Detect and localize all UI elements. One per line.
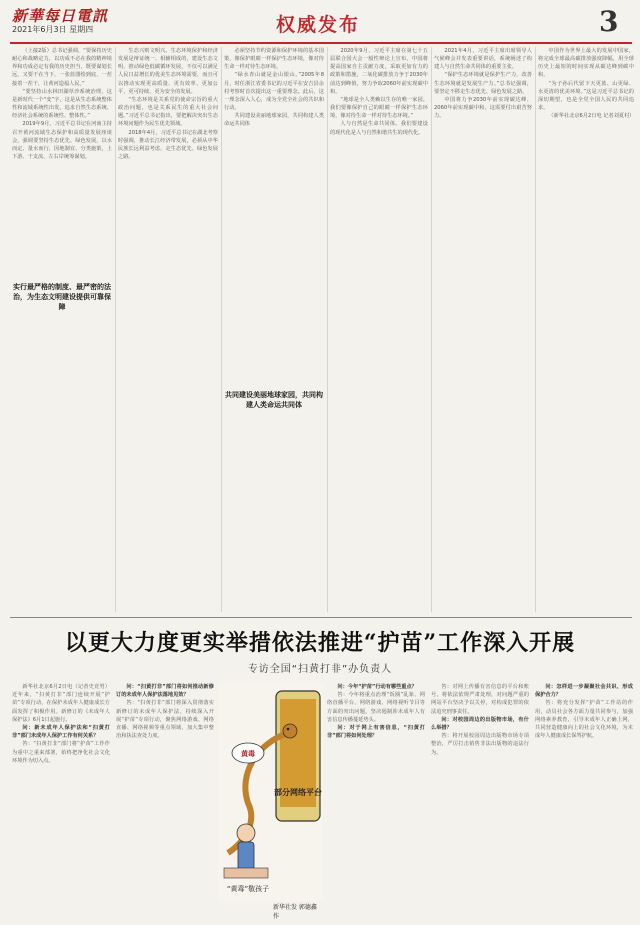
interview-column-1: 新华社北京6月2日电（记者史竞男）近年来，“扫黄打非”部门连续开展“护苗”专项行动，在保护未成年人健康成长方面发挥了积极作用。新修订的《未成年人保护法》6月1日起施行。 问：新未成年人保护法和“扫黄打非”部门未成年人保护工作有何关系？ 答：“扫黄打非”部门将“护苗”工作作为重中之重来部署，始终把净化社会文化环境作为切入点。: [12, 684, 110, 764]
article-column-2: 生态兴则文明兴。生态环境保护和经济发展是辩证统一、相辅相成的，建设生态文明、推动绿色低碳循环发展，不仅可以满足人民日益增长的优美生态环境需要，而且可以推动实现更高质量、更有效率、更加公平、更可持续、更为安全的发展。 “生态环境是关系党的使命宗旨的重大政治问题，也是关系民生的重大社会问题。”习近平总书记指出，要把解决突出生态环境问题作为民生优先领域。 2018年4月，习近平总书记在湖北考察时强调，推动长江经济带发展，必须从中华民族长远利益考虑，走生态优先、绿色发展之路。: [118, 48, 218, 161]
article-column-3: 必须坚持节约资源和保护环境的基本国策，像保护眼睛一样保护生态环境，像对待生命一样对待生态环境。 “绿水青山就是金山银山。”2005年8月，时任浙江省委书记的习近平在安吉县余村考察时首次提出这一重要理念。此后，这一理念深入人心，成为全党全社会的共识和行动。 共同建设美丽地球家园，共同构建人类命运共同体: [224, 48, 324, 128]
subheading-2: 共同建设美丽地球家园，共同构建人类命运共同体: [225, 391, 323, 409]
page-number: 3: [599, 5, 619, 38]
bottom-subtitle: 专访全国“扫黄打非”办负责人: [247, 664, 393, 675]
section-separator: [10, 617, 632, 618]
column-divider: [221, 47, 222, 612]
platform-label: 部分网络平台: [274, 788, 322, 797]
section-title: 权威发布: [276, 14, 361, 36]
subheading-1: 实行最严格的制度、最严密的法治，为生态文明建设提供可靠保障: [13, 283, 111, 311]
svg-text:黄毒: 黄毒: [241, 750, 255, 758]
column-divider: [431, 47, 432, 612]
column-divider: [327, 47, 328, 612]
header-rule: [10, 42, 632, 44]
article-column-5: 2021年4月，习近平主席出席领导人气候峰会并发表重要讲话，系统阐述了构建人与自然生命共同体的重要主张。 “保护生态环境就是保护生产力，改善生态环境就是发展生产力。”总书记强调，要坚定不移走生态优先、绿色发展之路。 中国将力争2030年前实现碳达峰、2060年前实现碳中和，这需要付出艰苦努力。: [434, 48, 532, 120]
cartoon-caption: “黄毒”敬孩子: [226, 885, 270, 893]
child-icon: [237, 824, 255, 842]
column-divider: [115, 47, 116, 612]
interview-column-2: 问：“扫黄打非”部门将如何推动新修订的未成年人保护法落地见效？ 答：“扫黄打非”部门将深入贯彻落实新修订的未成年人保护法，持续深入开展“护苗”专项行动，聚焦网络游戏、网络直播、网络视频等重点领域，加大集中整治和执法查处力度。: [116, 684, 214, 740]
interview-column-5: 问：怎样进一步凝聚社会共识、形成保护合力？ 答：将充分发挥“护苗”工作站的作用，动员社会各方面力量共同参与，加强网络素养教育，引导未成年人正确上网，共同营造健康向上的社会文化环境，为未成年人健康成长保驾护航。: [535, 684, 633, 740]
article-column-6: 中国作为世界上最大的发展中国家，将完成全球最高碳排放强度降幅，用全球历史上最短的时间实现从碳达峰到碳中和。 “为子孙后代留下天更蓝、山更绿、水更清的优美环境。”这是习近平总书记的深切期望，也是全党全国人民的共同追求。 （新华社北京6月2日电 记者刘夏村）: [538, 48, 634, 120]
masthead: [0, 0, 640, 42]
interview-column-4: 答：对网上传播有害信息的平台和账号，将依法依规严肃处理，对问题严重的网站平台坚决予以关停，对构成犯罪的依法追究刑事责任。 问：对校园周边的出版物市场，有什么举措？ 答：将开展校园周边出版物市场专项整治，严厉打击销售非法出版物的违法行为。: [431, 684, 529, 756]
column-divider: [535, 47, 536, 612]
bottom-headline: 以更大力度更实举措依法推进“护苗”工作深入开展: [64, 630, 576, 656]
article-column-4: 2020年9月，习近平主席在第七十五届联合国大会一般性辩论上宣布，中国将提高国家自主贡献力度，采取更加有力的政策和措施，二氧化碳排放力争于2030年前达到峰值，努力争取2060年前实现碳中和。 “地球是全人类赖以生存的唯一家园。我们要像保护自己的眼睛一样保护生态环境，像对待生命一样对待生态环境。” 人与自然是生命共同体。我们要建设的现代化是人与自然和谐共生的现代化。: [330, 48, 428, 136]
newspaper-brand: 新華每日電訊: [12, 7, 109, 25]
issue-date: 2021年6月3日 星期四: [12, 25, 94, 34]
cartoon-illustration: [218, 683, 323, 915]
article-column-1: （上接2版）总书记强调，“要保持历史耐心和战略定力，以功成不必在我的精神境界和功成必定有我的历史担当，既要谋划长远，又要干在当下，一张蓝图绘到底，一茬接着一茬干，让黄河造福人民。” “要坚持山水林田湖草沙系统治理，这是新时代一个“变”字，这是从生态系统整体性和流域系统性出发，追求自然生态系统、经济社会系统的系统性、整体性。” 2019年9月，习近平总书记在河南主持召开黄河流域生态保护和高质量发展座谈会，强调要坚持生态优先、绿色发展，以水而定、量水而行，因地制宜、分类施策，上下游、干支流、左右岸统筹谋划。: [12, 48, 112, 161]
interview-column-3: 问：今年“护苗”行动有哪些重点？ 答：今年将重点治理“饭圈”乱象、网络直播平台、网络游戏、网络视听节目等方面的突出问题，坚决遏制涉未成年人有害信息传播蔓延势头。 问：对于网上有害信息，“扫黄打非”部门将如何处理？: [327, 684, 425, 740]
